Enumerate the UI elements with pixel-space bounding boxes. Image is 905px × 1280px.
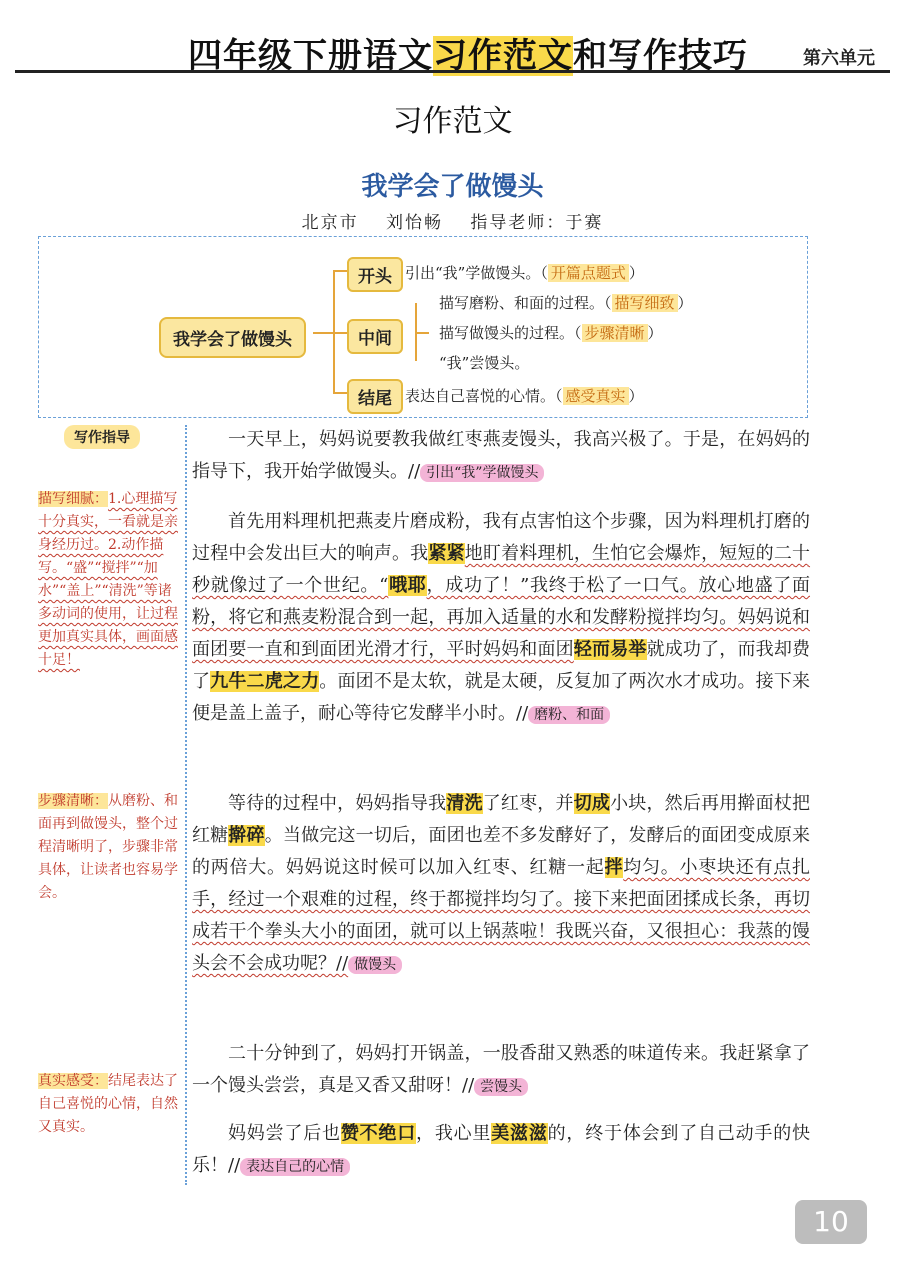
outline-open-text: 引出“我”学做馒头。（ 开篇点题式 ） xyxy=(405,264,644,282)
margin-comment: 引出“我”学做馒头 xyxy=(420,464,544,482)
essay-title: 我学会了做馒头 xyxy=(361,172,544,202)
outline-mindmap xyxy=(38,236,808,418)
margin-comment: 表达自己的心情 xyxy=(240,1158,350,1176)
outline-end-text: 表达自己喜悦的心情。（ 感受真实 ） xyxy=(405,387,644,405)
header-title-highlight: 习作范文 xyxy=(433,36,573,76)
connector-line xyxy=(415,332,429,334)
connector-line xyxy=(333,270,347,272)
keyword-highlight: 轻而易举 xyxy=(573,639,647,660)
keyword-highlight: 擀碎 xyxy=(228,825,265,846)
byline xyxy=(0,208,905,233)
outline-middle-item: “我”尝馒头。 xyxy=(439,354,530,372)
author-name: 刘怡畅 xyxy=(386,213,443,233)
margin-comment: 做馒头 xyxy=(348,956,402,974)
author-city: 北京市 xyxy=(301,213,359,233)
connector-line xyxy=(313,332,333,334)
side-note: 描写细腻：1.心理描写十分真实，一看就是亲身经历过。2.动作描写。“盛”“搅拌”“加水”“盖上”“清洗”等诸多动词的使用，让过程更加真实具体，画面感十足！ xyxy=(38,491,178,668)
outline-middle-item: 描写磨粉、和面的过程。（ 描写细致 ） xyxy=(439,294,693,312)
unit-label: 第六单元 xyxy=(803,48,875,69)
side-note: 步骤清晰：从磨粉、和面再到做馒头，整个过程清晰明了，步骤非常具体，让读者也容易学会。 xyxy=(38,793,178,901)
page-number: 10 xyxy=(795,1200,867,1244)
margin-comment: 尝馒头 xyxy=(474,1078,528,1096)
connector-line xyxy=(333,392,347,394)
essay-paragraph: 等待的过程中，妈妈指导我清洗了红枣，并切成小块，然后再用擀面杖把红糖擀碎。当做完这一切后，面团也差不多发酵好了，发酵后的面团变成原来的两倍大。妈妈说这时候可以加入红枣、红糖一起拌均匀。小枣块还有点扎手，经过一个艰难的过程，终于都搅拌均匀了。接下来把面团揉成长条，再切成若干个拳头大小的面团，就可以上锅蒸啦！我既兴奋，又很担心：我蒸的馒头会不会成功呢？// 做馒头 xyxy=(192,793,811,974)
keyword-highlight: 紧紧 xyxy=(428,543,465,564)
section-title: 习作范文 xyxy=(392,104,513,139)
keyword-highlight: 清洗 xyxy=(446,793,483,814)
margin-comment: 磨粉、和面 xyxy=(528,706,610,724)
writing-guide-label: 写作指导 xyxy=(64,425,140,449)
essay-paragraph: 二十分钟到了，妈妈打开锅盖，一股香甜又熟悉的味道传来。我赶紧拿了一个馒头尝尝，真是又香又甜呀！// 尝馒头 xyxy=(192,1043,810,1096)
header-title-part1: 四年级下册语文 xyxy=(188,36,433,76)
outline-branch-open: 开头 xyxy=(347,257,403,292)
header-title-part2: 和写作技巧 xyxy=(573,36,748,76)
outline-branch-end: 结尾 xyxy=(347,379,403,414)
teacher-name: 指导老师：于赛 xyxy=(470,213,604,233)
connector-line xyxy=(333,332,347,334)
essay-paragraph: 一天早上，妈妈说要教我做红枣燕麦馒头，我高兴极了。于是，在妈妈的指导下，我开始学做馒头。// 引出“我”学做馒头 xyxy=(192,429,810,482)
keyword-highlight: 哦耶 xyxy=(388,575,427,596)
keyword-highlight: 赞不绝口 xyxy=(340,1123,417,1144)
essay-paragraph: 妈妈尝了后也赞不绝口，我心里美滋滋的，终于体会到了自己动手的快乐！// 表达自己的心情 xyxy=(192,1123,811,1176)
keyword-highlight: 美滋滋 xyxy=(491,1123,548,1144)
essay-paragraph: 首先用料理机把燕麦片磨成粉，我有点害怕这个步骤，因为料理机打磨的过程中会发出巨大的响声。我紧紧地盯着料理机，生怕它会爆炸，短短的二十秒就像过了一个世纪。“哦耶，成功了！”我终于松了一口气。放心地盛了面粉，将它和燕麦粉混合到一起，再加入适量的水和发酵粉搅拌均匀。妈妈说和面团要一直和到面团光滑才行，平时妈妈和面团轻而易举就成功了，而我却费了九牛二虎之力。面团不是太软，就是太硬，反复加了两次水才成功。接下来便是盖上盖子，耐心等待它发酵半小时。// 磨粉、和面 xyxy=(192,511,811,724)
outline-root: 我学会了做馒头 xyxy=(159,317,306,358)
outline-branch-middle: 中间 xyxy=(347,319,403,354)
keyword-highlight: 切成 xyxy=(573,793,611,814)
keyword-highlight: 拌 xyxy=(604,857,624,878)
column-divider xyxy=(185,425,187,1185)
keyword-highlight: 九牛二虎之力 xyxy=(210,671,320,692)
outline-middle-item: 描写做馒头的过程。（ 步骤清晰 ） xyxy=(439,324,663,342)
header-divider xyxy=(15,70,890,73)
side-note: 真实感受：结尾表达了自己喜悦的心情，自然又真实。 xyxy=(38,1073,178,1135)
page-header xyxy=(0,22,905,76)
